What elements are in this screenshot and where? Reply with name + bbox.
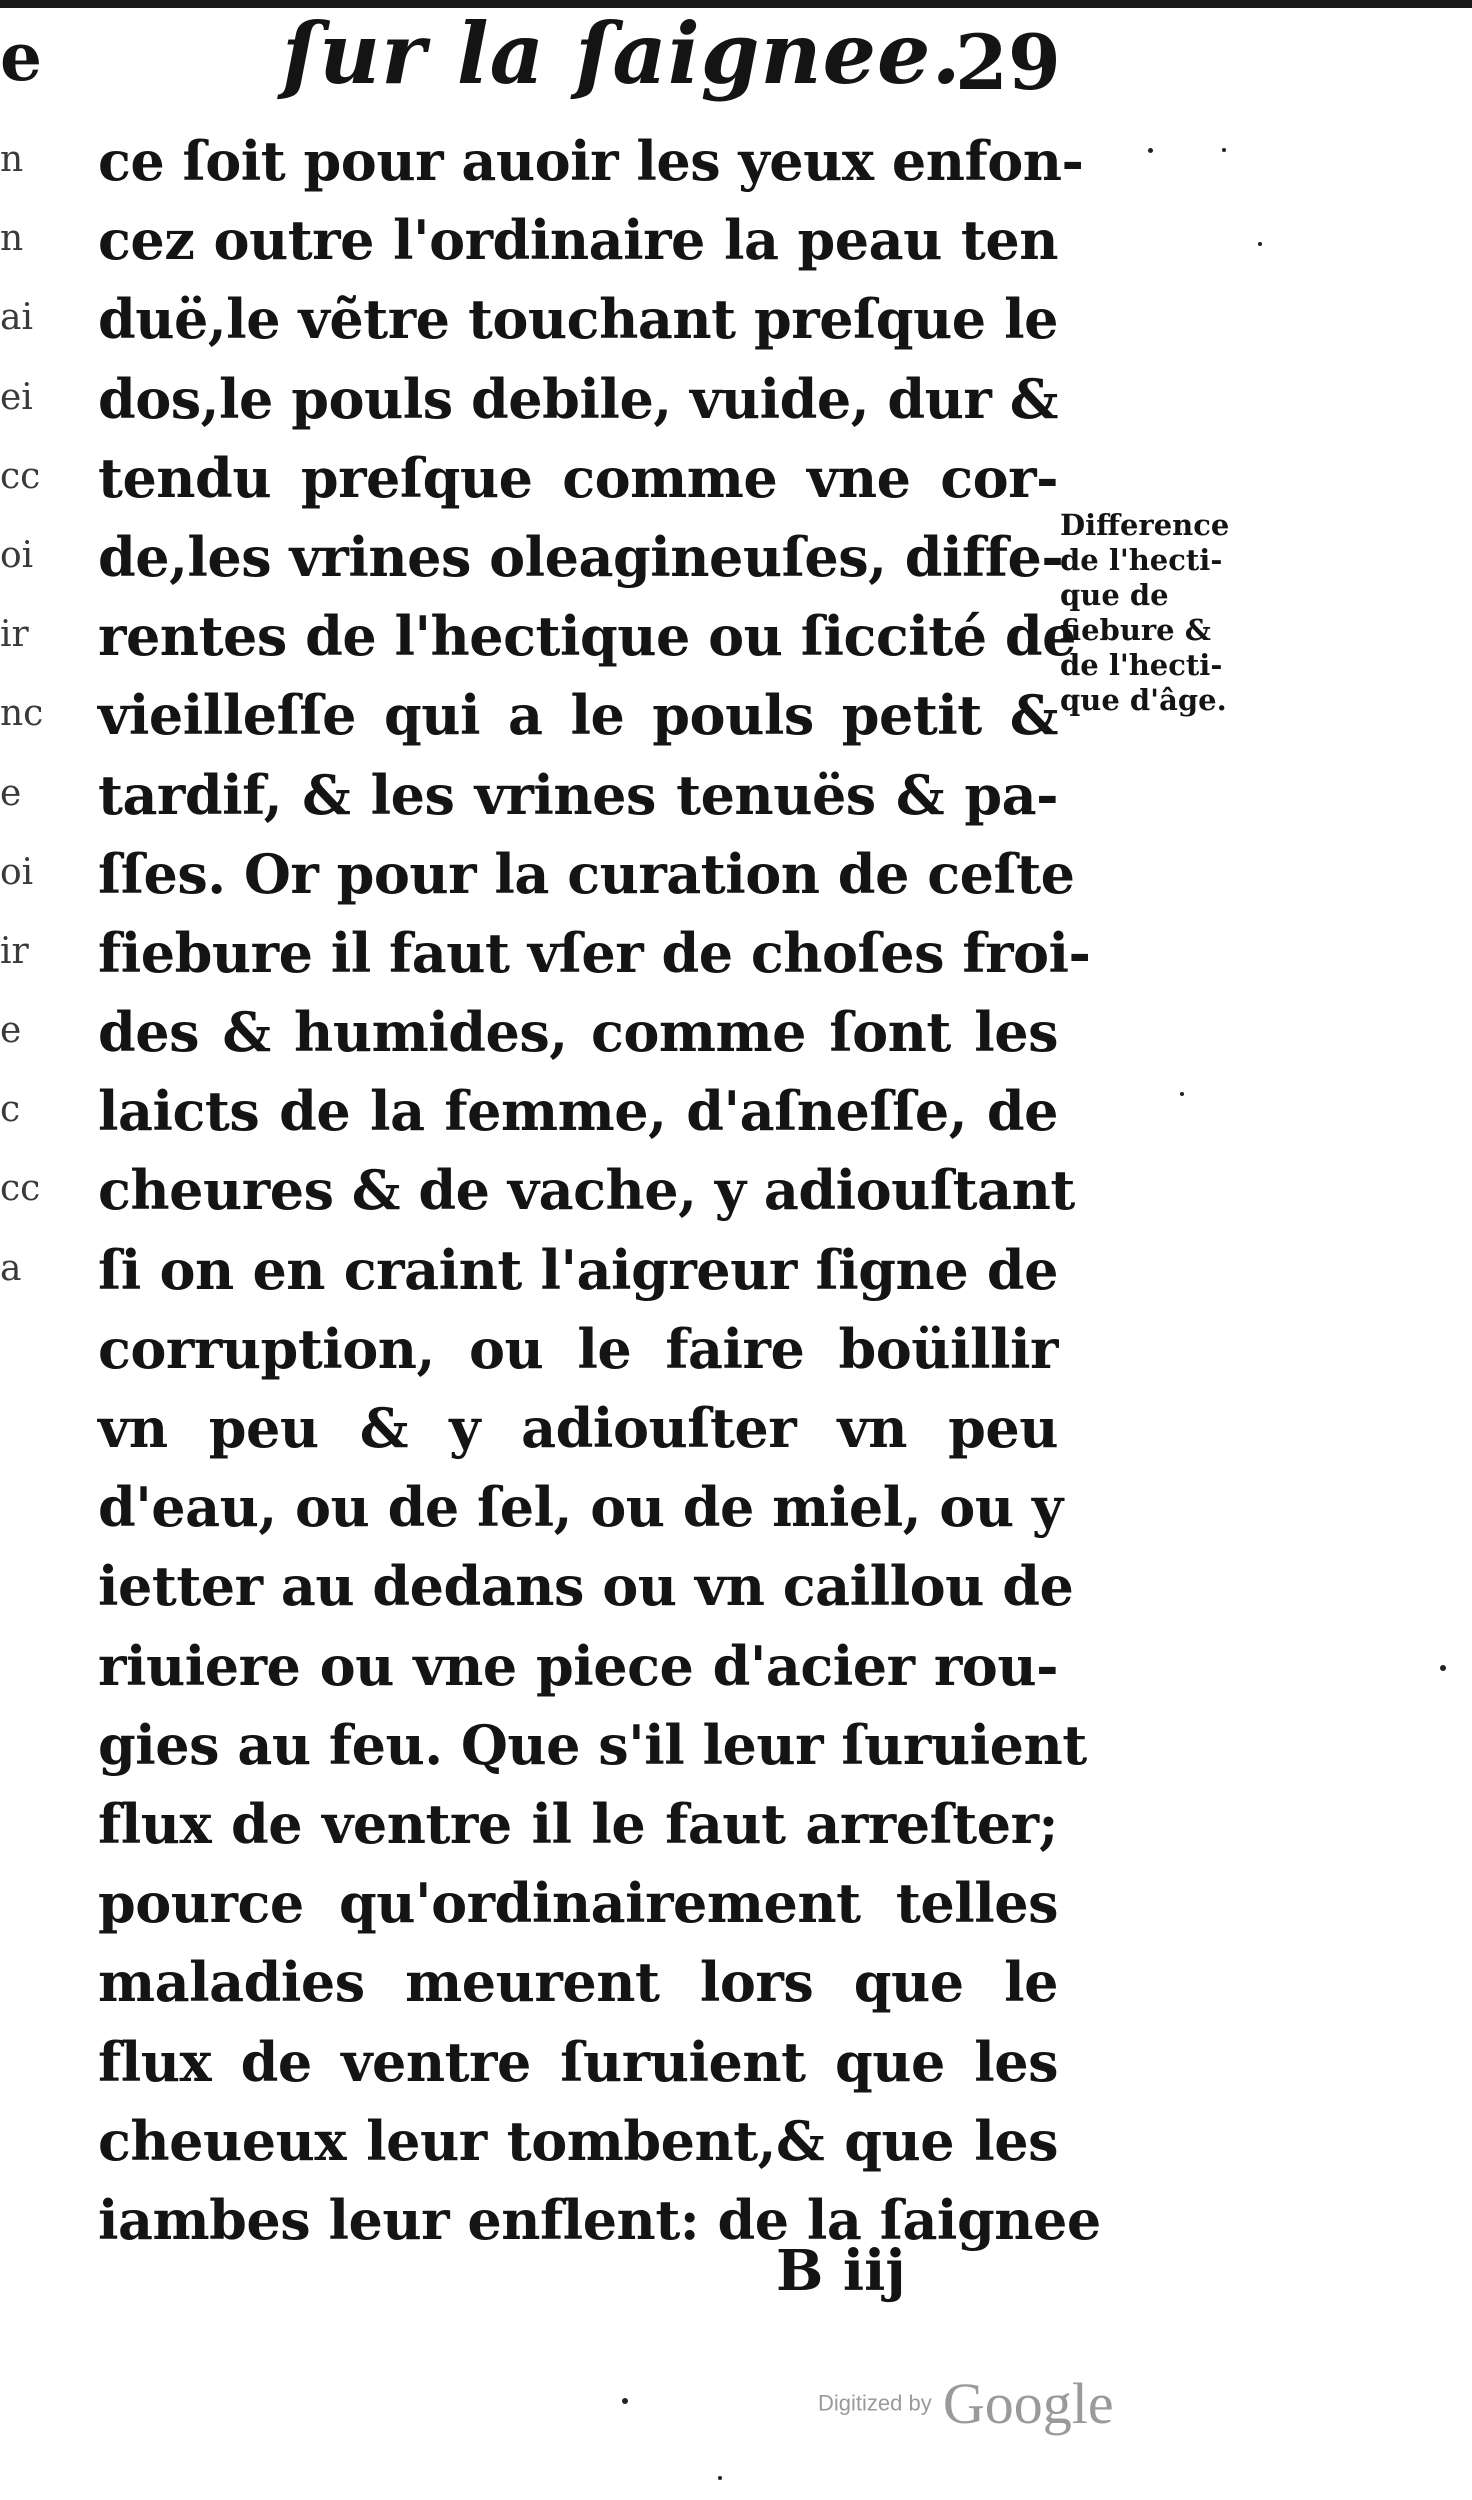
digitized-watermark <box>818 2370 1114 2437</box>
google-logo: Google <box>942 2371 1114 2436</box>
text-line: pource qu'ordinairement telles <box>98 1871 1058 1936</box>
bleed-fragment: n <box>0 139 24 180</box>
text-line: tardif, & les vrines tenuës & pa- <box>98 762 1058 827</box>
margin-note-line: de l'hecti- <box>1060 543 1223 577</box>
bleed-fragment: n <box>0 218 24 260</box>
text-line: cheueux leur tombent,& que les <box>98 2108 1058 2173</box>
margin-note-line: de l'hecti- <box>1060 648 1223 682</box>
margin-note-line: Difference <box>1060 508 1230 542</box>
text-line: dos,le pouls debile, vuide, dur & <box>98 366 1058 431</box>
ink-speck <box>1440 1665 1446 1671</box>
bleed-fragment: cc <box>0 1168 41 1210</box>
bleed-fragment: ir <box>0 614 29 656</box>
text-line: ſi on en craint l'aigreur ſigne de <box>98 1237 1058 1302</box>
text-line: d'eau, ou de ſel, ou de miel, ou y <box>98 1475 1063 1540</box>
text-line: iambes leur enflent: de la ſaignee <box>98 2187 1101 2252</box>
text-line: duë,le vẽtre touchant preſque le <box>98 287 1058 352</box>
text-line: ſſes. Or pour la curation de ceſte <box>98 841 1075 906</box>
text-line: de,les vrines oleagineuſes, diffe- <box>98 524 1064 589</box>
main-text-column <box>98 122 1101 2260</box>
watermark-prefix: Digitized by <box>818 2390 932 2416</box>
bleed-fragment: e <box>0 772 22 814</box>
text-line: flux de ventre il le faut arreſter; <box>98 1791 1058 1856</box>
ink-speck <box>1222 148 1226 152</box>
text-line: cez outre l'ordinaire la peau ten <box>98 208 1058 273</box>
bleed-fragment: cc <box>0 455 41 497</box>
signature-mark: B iij <box>776 2238 906 2304</box>
ink-speck <box>718 2476 722 2480</box>
text-line: maladies meurent lors que le <box>98 1950 1058 2015</box>
facing-page-bleed <box>0 120 66 1308</box>
text-line: fiebure il faut vſer de choſes froi- <box>98 920 1091 985</box>
bleed-fragment: nc <box>0 693 44 735</box>
text-line: vn peu & y adiouſter vn peu <box>98 1396 1058 1460</box>
text-line: rentes de l'hectique ou ſiccité de <box>98 604 1076 669</box>
bleed-fragment: oi <box>0 851 34 893</box>
margin-note-line: que d'âge. <box>1060 683 1227 717</box>
text-line: ce ſoit pour auoir les yeux enfon- <box>98 129 1084 193</box>
text-line: flux de ventre ſuruient que les <box>98 2029 1058 2094</box>
margin-note <box>1060 508 1305 718</box>
text-line: des & humides, comme ſont les <box>98 1000 1058 1065</box>
ink-speck <box>1148 148 1153 153</box>
text-line: vieilleſſe qui a le pouls petit & <box>98 683 1058 748</box>
text-line: corruption, ou le faire boüillir <box>98 1316 1058 1381</box>
bleed-fragment: ir <box>0 930 29 972</box>
header-left-fragment: e <box>0 18 42 96</box>
margin-note-line: fiebure & <box>1060 613 1211 647</box>
ink-speck <box>1180 1092 1184 1096</box>
ink-speck <box>1258 242 1262 246</box>
text-line: ietter au dedans ou vn caillou de <box>98 1554 1074 1619</box>
margin-note-line: que de <box>1060 578 1169 612</box>
bleed-fragment: e <box>0 1010 22 1052</box>
text-line: tendu preſque comme vne cor- <box>98 445 1058 510</box>
bleed-fragment: c <box>0 1089 21 1131</box>
bleed-fragment: ai <box>0 297 33 339</box>
running-title: ſur la ſaignee. <box>282 4 962 103</box>
bleed-fragment: ei <box>0 376 33 418</box>
bleed-fragment: a <box>0 1247 22 1289</box>
bleed-fragment: oi <box>0 534 34 576</box>
text-line: laicts de la femme, d'aſneſſe, de <box>98 1079 1058 1144</box>
ink-speck <box>622 2398 628 2404</box>
text-line: cheures & de vache, y adiouſtant <box>98 1158 1075 1223</box>
text-line: riuiere ou vne piece d'acier rou- <box>98 1633 1058 1698</box>
page-number: 29 <box>955 18 1061 107</box>
text-line: gies au feu. Que s'il leur ſuruient <box>98 1712 1087 1777</box>
